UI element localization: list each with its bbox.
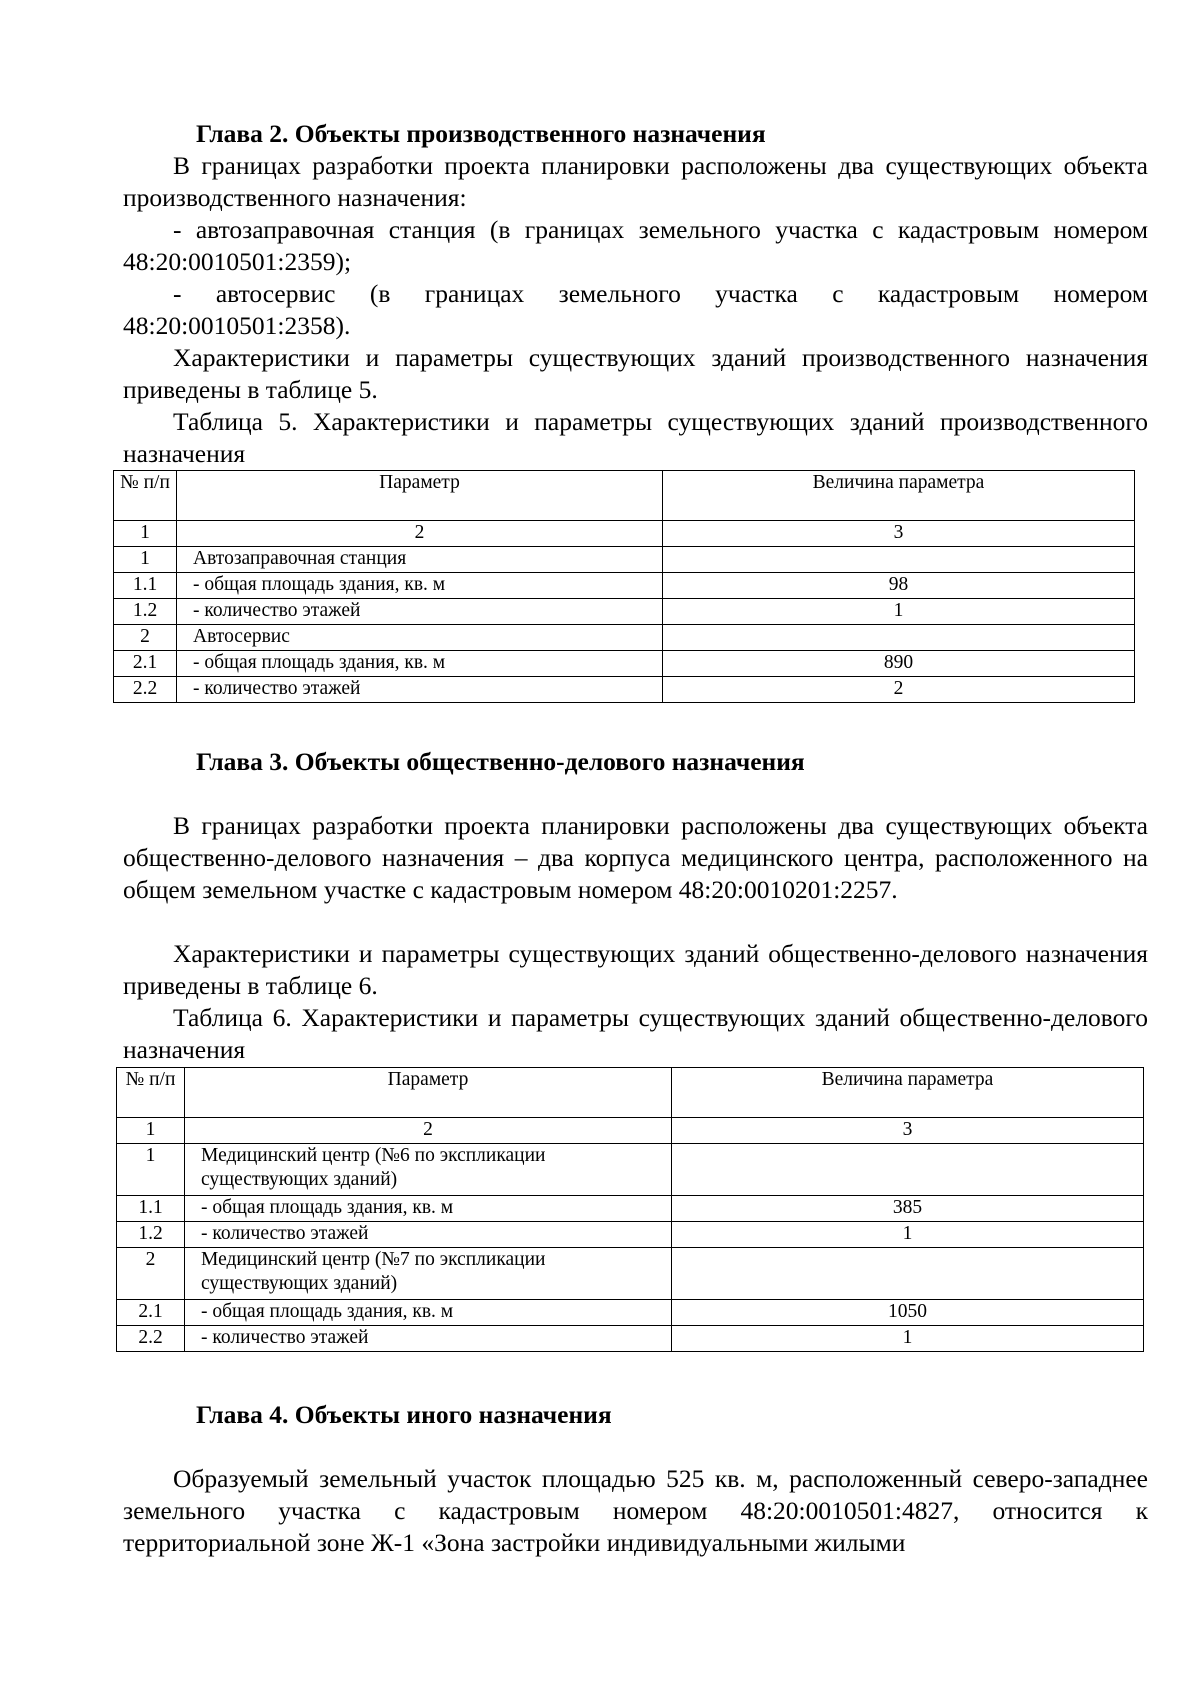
- row-value: 1: [672, 1326, 1144, 1352]
- row-value: [672, 1248, 1144, 1300]
- chapter-2-paragraph-1: В границах разработки проекта планировки расположены два существующих объекта производственного назначения:: [123, 151, 1148, 212]
- table-row: [114, 573, 1135, 599]
- row-parameter: - количество этажей: [177, 599, 663, 625]
- row-value: 1050: [672, 1300, 1144, 1326]
- number-row-cell: 1: [117, 1118, 185, 1144]
- row-number: 1.1: [114, 573, 177, 599]
- table-row: [114, 625, 1135, 651]
- header-value: Величина параметра: [663, 471, 1135, 521]
- table-6-caption: Таблица 6. Характеристики и параметры существующих зданий общественно-делового назначения: [123, 1003, 1148, 1064]
- chapter-4-paragraph-1: Образуемый земельный участок площадью 525 кв. м, расположенный северо-западнее земельного участка с кадастровым номером 48:20:0010501:4827, относится к территориальной зоне Ж-1 «Зона застройки индивидуальными жилыми: [123, 1464, 1148, 1557]
- header-value: Величина параметра: [672, 1068, 1144, 1118]
- table-row: [117, 1196, 1144, 1222]
- row-value: 385: [672, 1196, 1144, 1222]
- header-number: № п/п: [114, 471, 177, 521]
- row-value: 2: [663, 677, 1135, 703]
- table-row: [114, 677, 1135, 703]
- table-row: [114, 651, 1135, 677]
- number-row-cell: 1: [114, 521, 177, 547]
- row-number: 2.1: [114, 651, 177, 677]
- header-parameter: Параметр: [177, 471, 663, 521]
- row-number: 2.1: [117, 1300, 185, 1326]
- chapter-3-paragraph-1: В границах разработки проекта планировки расположены два существующих объекта общественно-делового назначения – два корпуса медицинского центра, расположенного на общем земельном участке с кадастровым номером 48:20:0010201:2257.: [123, 811, 1148, 904]
- table-header-row: [117, 1068, 1144, 1118]
- header-parameter: Параметр: [185, 1068, 672, 1118]
- number-row-cell: 3: [672, 1118, 1144, 1144]
- chapter-2-paragraph-4: Характеристики и параметры существующих зданий производственного назначения приведены в таблице 5.: [123, 343, 1148, 404]
- table-5-caption: Таблица 5. Характеристики и параметры существующих зданий производственного назначения: [123, 407, 1148, 468]
- number-row-cell: 3: [663, 521, 1135, 547]
- table-6: [116, 1067, 1144, 1352]
- row-value: [663, 625, 1135, 651]
- row-number: 1: [117, 1144, 185, 1196]
- table-row: [117, 1326, 1144, 1352]
- row-value: 98: [663, 573, 1135, 599]
- row-parameter: - количество этажей: [185, 1326, 672, 1352]
- row-number: 1.2: [117, 1222, 185, 1248]
- header-number: № п/п: [117, 1068, 185, 1118]
- table-number-row: [117, 1118, 1144, 1144]
- chapter-4-title: Глава 4. Объекты иного назначения: [196, 1400, 612, 1429]
- row-number: 2.2: [117, 1326, 185, 1352]
- row-parameter: Медицинский центр (№6 по экспликации существующих зданий): [185, 1144, 672, 1196]
- row-parameter: - количество этажей: [177, 677, 663, 703]
- table-5: [113, 470, 1135, 703]
- row-parameter: - общая площадь здания, кв. м: [185, 1300, 672, 1326]
- chapter-2-paragraph-3: - автосервис (в границах земельного участка с кадастровым номером 48:20:0010501:2358).: [123, 279, 1148, 340]
- row-parameter: - общая площадь здания, кв. м: [177, 573, 663, 599]
- table-number-row: [114, 521, 1135, 547]
- row-value: [672, 1144, 1144, 1196]
- chapter-2-paragraph-2: - автозаправочная станция (в границах земельного участка с кадастровым номером 48:20:0010501:2359);: [123, 215, 1148, 276]
- table-row: [114, 599, 1135, 625]
- table-row: [114, 547, 1135, 573]
- number-row-cell: 2: [177, 521, 663, 547]
- table-row: [117, 1222, 1144, 1248]
- chapter-3-title: Глава 3. Объекты общественно-делового назначения: [196, 747, 805, 776]
- table-row: [117, 1144, 1144, 1196]
- chapter-2-title: Глава 2. Объекты производственного назначения: [196, 119, 766, 148]
- row-number: 2.2: [114, 677, 177, 703]
- row-number: 1.2: [114, 599, 177, 625]
- row-parameter: - количество этажей: [185, 1222, 672, 1248]
- row-value: 1: [672, 1222, 1144, 1248]
- row-number: 2: [114, 625, 177, 651]
- chapter-3-paragraph-2: Характеристики и параметры существующих зданий общественно-делового назначения приведены в таблице 6.: [123, 939, 1148, 1000]
- row-number: 1.1: [117, 1196, 185, 1222]
- row-parameter: Автозаправочная станция: [177, 547, 663, 573]
- row-value: [663, 547, 1135, 573]
- row-value: 1: [663, 599, 1135, 625]
- row-number: 2: [117, 1248, 185, 1300]
- table-row: [117, 1248, 1144, 1300]
- table-row: [117, 1300, 1144, 1326]
- row-parameter: - общая площадь здания, кв. м: [185, 1196, 672, 1222]
- row-value: 890: [663, 651, 1135, 677]
- number-row-cell: 2: [185, 1118, 672, 1144]
- row-number: 1: [114, 547, 177, 573]
- row-parameter: - общая площадь здания, кв. м: [177, 651, 663, 677]
- table-header-row: [114, 471, 1135, 521]
- row-parameter: Медицинский центр (№7 по экспликации существующих зданий): [185, 1248, 672, 1300]
- row-parameter: Автосервис: [177, 625, 663, 651]
